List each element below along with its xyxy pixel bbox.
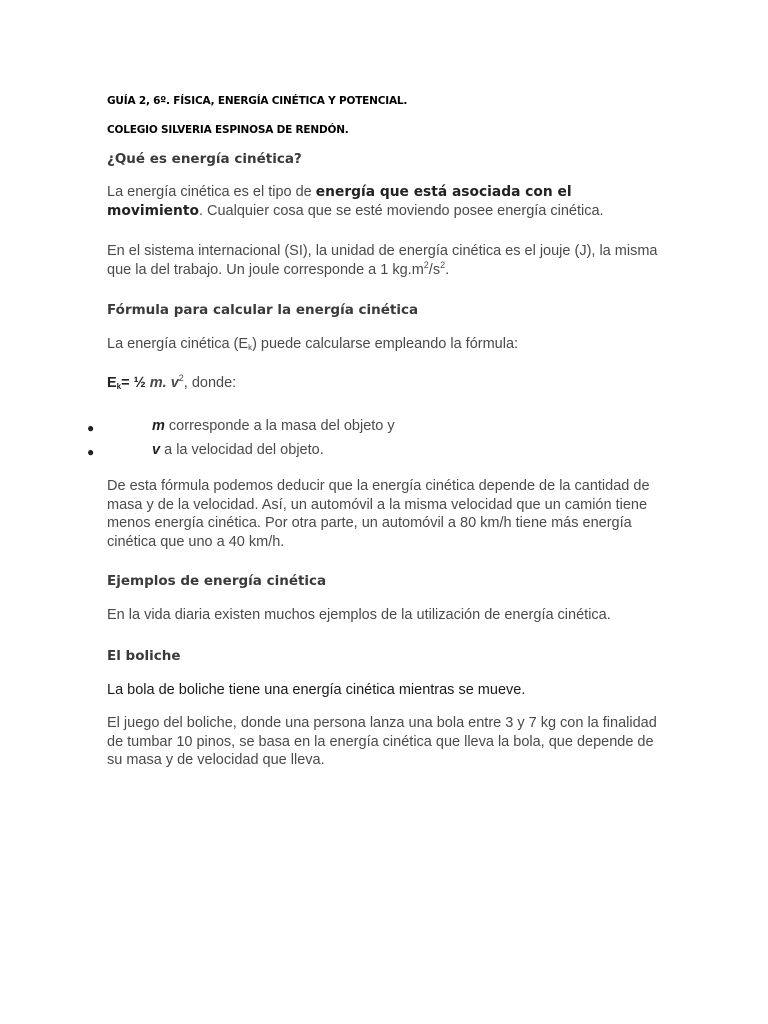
paragraph-definition bbox=[107, 183, 667, 220]
definition-bold-text: energía que está asociada con el movimiento bbox=[107, 184, 572, 219]
formula-mass: m. bbox=[149, 375, 167, 391]
definition-text-start: La energía cinética es el tipo de bbox=[107, 184, 316, 200]
si-unit-per-second: /s bbox=[428, 261, 441, 278]
paragraph-conclusion: De esta fórmula podemos deducir que la energía cinética depende de la cantidad de masa y de la velocidad. Así, un automóvil a la misma velocidad que un camión tiene menos energía cinética. Por otra parte, un automóvil a 80 km/h tiene más energía cinética que uno a 40 km/h. bbox=[107, 478, 650, 550]
paragraph-formula-intro bbox=[107, 335, 667, 358]
exponent: 2 bbox=[440, 259, 446, 270]
si-unit-period: . bbox=[445, 261, 450, 278]
variable-m: m bbox=[152, 418, 165, 434]
formula-symbol-e: E bbox=[107, 375, 117, 391]
exponent: 2 bbox=[423, 259, 429, 270]
list-item-text: corresponde a la masa del objeto y bbox=[164, 418, 395, 434]
school-name: COLEGIO SILVERIA ESPINOSA DE RENDÓN. bbox=[107, 124, 349, 136]
document-title: GUÍA 2, 6º. FÍSICA, ENERGÍA CINÉTICA Y POTENCIAL. bbox=[107, 95, 408, 107]
formula-intro-end: ) puede calcularse empleando la fórmula: bbox=[252, 336, 519, 352]
si-unit-text: En el sistema internacional (SI), la unidad de energía cinética es el jouje (J), la misma que la del trabajo. Un joule corresponde a 1 kg.m bbox=[107, 243, 658, 278]
definition-text-end: . Cualquier cosa que se esté moviendo posee energía cinética. bbox=[198, 202, 604, 219]
formula-tail: , donde: bbox=[183, 375, 237, 391]
exponent: 2 bbox=[178, 373, 184, 383]
list-item-text: a la velocidad del objeto. bbox=[160, 442, 324, 458]
formula-intro-start: La energía cinética (E bbox=[107, 336, 249, 352]
formula-velocity: v bbox=[166, 375, 179, 391]
bullet-dot-icon: ● bbox=[87, 445, 95, 459]
paragraph-examples: En la vida diaria existen muchos ejemplos de la utilización de energía cinética. bbox=[107, 607, 611, 623]
bullet-dot-icon: ● bbox=[87, 421, 95, 435]
heading-formula: Fórmula para calcular la energía cinética bbox=[107, 302, 419, 318]
subscript: k bbox=[248, 343, 253, 352]
subscript: k bbox=[116, 382, 122, 391]
formula-equals-half: = ½ bbox=[121, 375, 150, 391]
heading-examples: Ejemplos de energía cinética bbox=[107, 573, 327, 589]
paragraph-si-unit bbox=[107, 242, 667, 279]
list-item-mass bbox=[152, 418, 395, 434]
list-item-velocity bbox=[152, 442, 324, 458]
variable-v: v bbox=[152, 442, 161, 458]
paragraph-bowling-game: El juego del boliche, donde una persona lanza una bola entre 3 y 7 kg con la finalidad de tumbar 10 pinos, se basa en la energía cinética que lleva la bola, que depende de su masa y de velocidad que lleva. bbox=[107, 715, 657, 768]
paragraph-bowling-ball: La bola de boliche tiene una energía cinética mientras se mueve. bbox=[107, 682, 526, 698]
heading-what-is-kinetic-energy: ¿Qué es energía cinética? bbox=[107, 151, 302, 167]
heading-bowling: El boliche bbox=[107, 648, 181, 664]
kinetic-energy-formula bbox=[107, 375, 236, 391]
